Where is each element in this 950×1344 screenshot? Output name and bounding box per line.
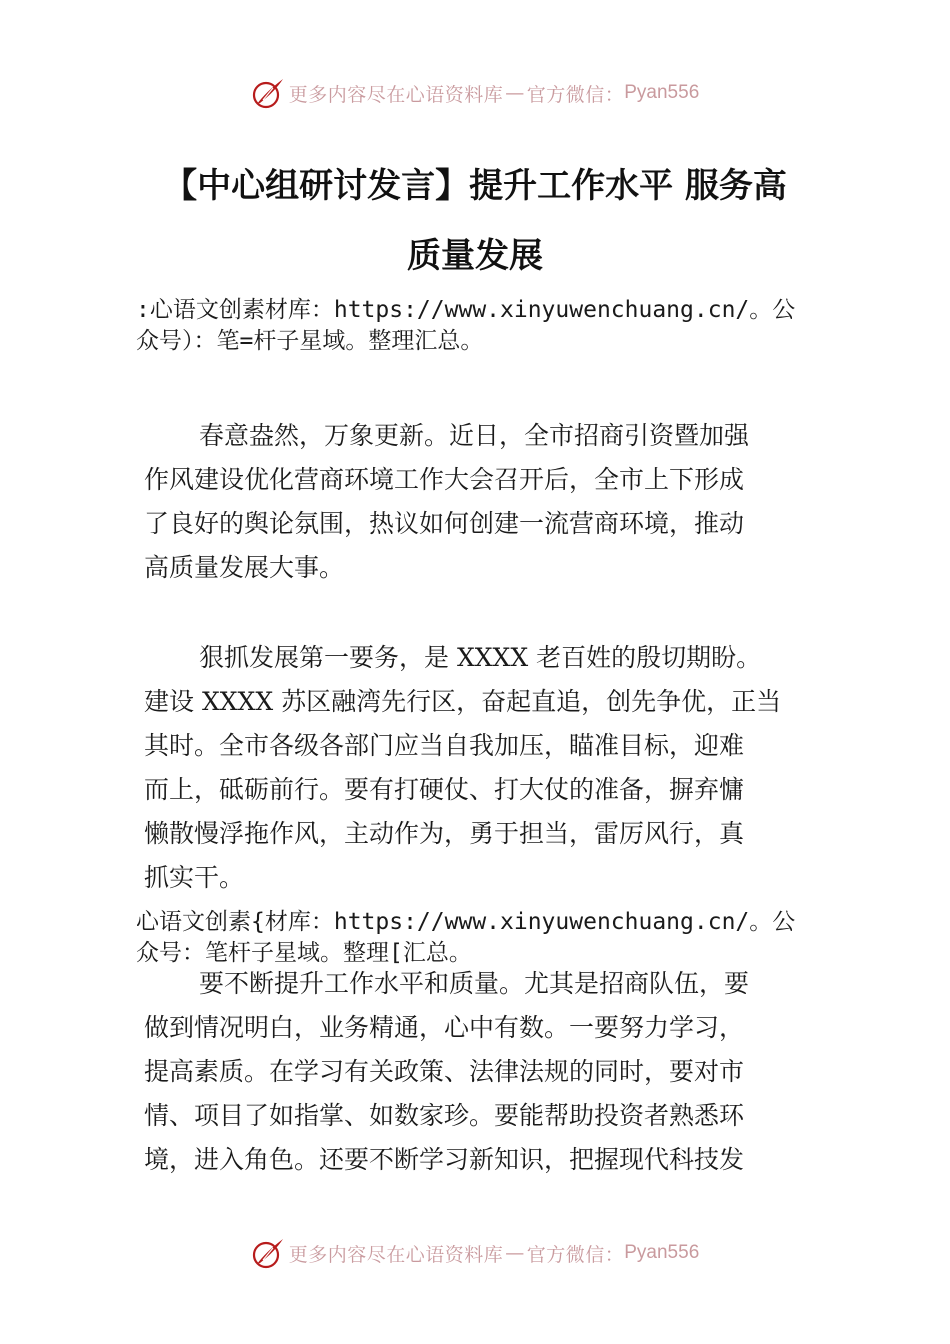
source-note <box>136 295 836 357</box>
document-title-line-1: 【中心组研讨发言】提升工作水平 服务高 <box>163 166 787 206</box>
source-note-line: 心语文创素{材库：https://www.xinyuwenchuang.cn/。公 <box>136 909 796 935</box>
paragraph-line: 境，进入角色。还要不断学习新知识，把握现代科技发 <box>144 1145 745 1174</box>
paragraph-line: 其时。全市各级各部门应当自我加压，瞄准目标，迎难 <box>144 731 745 760</box>
banner-wechat-id: Pyan556 <box>624 1242 700 1263</box>
paragraph-line: 而上，砥砺前行。要有打硬仗、打大仗的准备，摒弃慵 <box>144 775 745 804</box>
source-note <box>136 907 836 969</box>
paragraph <box>144 414 824 590</box>
source-note-line: 众号：笔杆子星域。整理[汇总。 <box>136 940 472 966</box>
paragraph-line: 做到情况明白，业务精通，心中有数。一要努力学习， <box>144 1013 745 1042</box>
banner-dash: — <box>505 82 525 104</box>
footer-watermark-banner <box>0 1233 950 1273</box>
paragraph-line: 狠抓发展第一要务，是 XXXX 老百姓的殷切期盼。 <box>199 643 762 672</box>
feather-logo-icon <box>251 1236 285 1270</box>
paragraph-line: 情、项目了如指掌、如数家珍。要能帮助投资者熟悉环 <box>144 1101 745 1130</box>
document-title-line-2: 质量发展 <box>407 236 543 276</box>
banner-wechat-id: Pyan556 <box>624 82 700 103</box>
banner-text: 更多内容尽在心语资料库 <box>288 1243 504 1266</box>
paragraph-line: 了良好的舆论氛围，热议如何创建一流营商环境，推动 <box>144 509 745 538</box>
paragraph-line: 建设 XXXX 苏区融湾先行区，奋起直追，创先争优，正当 <box>144 687 782 716</box>
paragraph-line: 高质量发展大事。 <box>144 553 345 582</box>
paragraph-line: 春意盎然，万象更新。近日，全市招商引资暨加强 <box>199 421 750 450</box>
paragraph-line: 提高素质。在学习有关政策、法律法规的同时，要对市 <box>144 1057 745 1086</box>
feather-logo-icon <box>251 76 285 110</box>
header-watermark-banner <box>0 73 950 113</box>
paragraph-line: 作风建设优化营商环境工作大会召开后，全市上下形成 <box>144 465 745 494</box>
paragraph <box>144 636 824 900</box>
paragraph-line: 懒散慢浮拖作风，主动作为，勇于担当，雷厉风行，真 <box>144 819 745 848</box>
source-note-line: 众号）：笔=杆子星域。整理汇总。 <box>136 328 484 354</box>
paragraph-line: 抓实干。 <box>144 863 245 892</box>
banner-wechat-label: 官方微信： <box>526 83 625 106</box>
banner-text: 更多内容尽在心语资料库 <box>288 83 504 106</box>
banner-wechat-label: 官方微信： <box>526 1243 625 1266</box>
paragraph-line: 要不断提升工作水平和质量。尤其是招商队伍，要 <box>199 969 750 998</box>
source-note-line: :心语文创素材库：https://www.xinyuwenchuang.cn/。公 <box>136 297 796 323</box>
banner-dash: — <box>505 1242 525 1264</box>
paragraph <box>144 962 824 1182</box>
